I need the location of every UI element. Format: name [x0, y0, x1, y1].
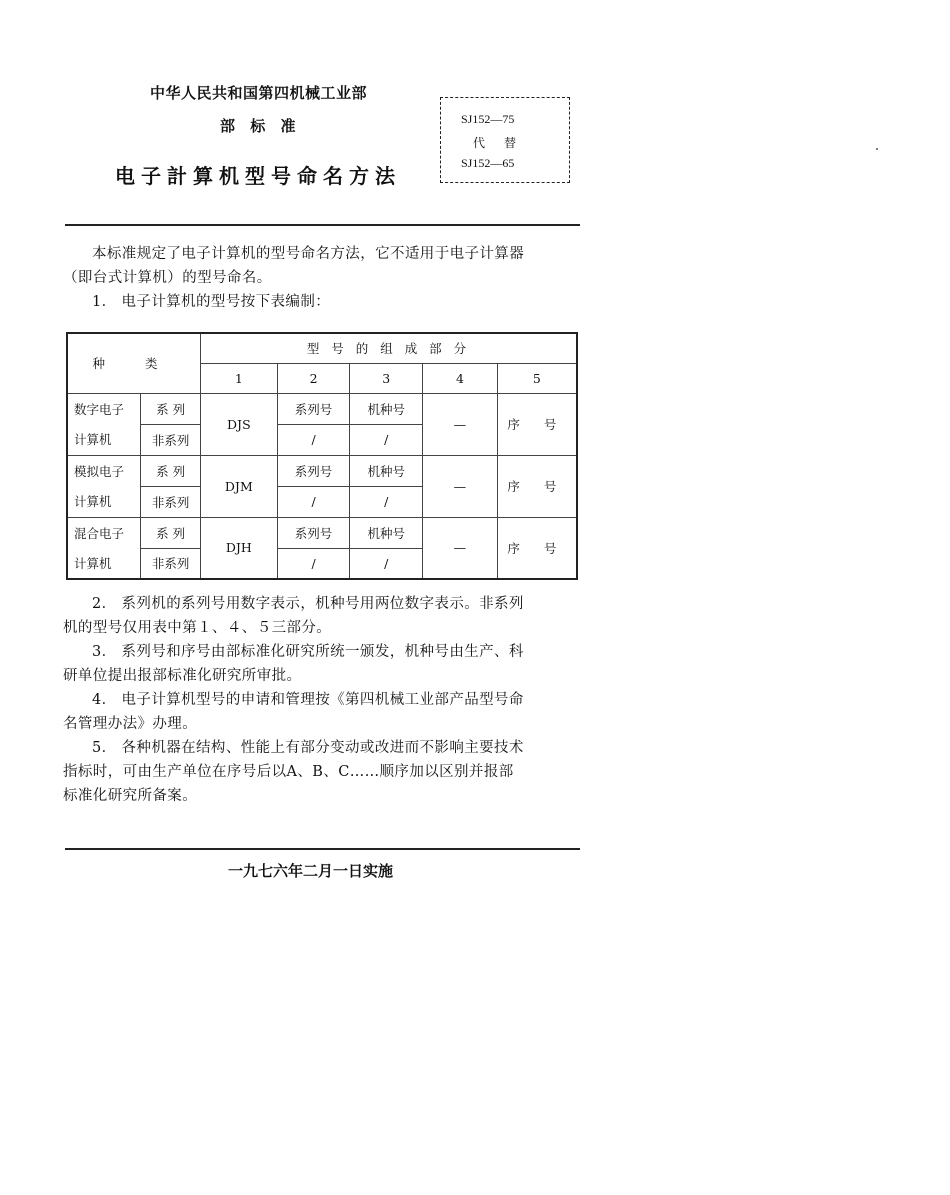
model-code-table [66, 332, 578, 580]
slash-cell: / [350, 424, 423, 455]
kind-cell: 计算机 [67, 424, 141, 455]
dash-cell: — [423, 455, 498, 517]
part-number: 1 [200, 363, 277, 393]
code-cell: DJM [200, 455, 277, 517]
kind-header: 种 类 [67, 333, 200, 393]
non-series-label: 非系列 [141, 548, 201, 579]
clause-3-cont: 研单位提出报部标准化研究所审批。 [63, 668, 302, 684]
clause-5-cont: 标准化研究所备案。 [63, 788, 198, 804]
non-series-label: 非系列 [141, 424, 201, 455]
parts-header: 型 号 的 组 成 部 分 [200, 333, 577, 363]
document-title: 电子計算机型号命名方法 [115, 164, 401, 188]
scan-speck [876, 148, 878, 150]
dash-cell: — [423, 393, 498, 455]
standard-type: 部 标 准 [220, 117, 296, 135]
clause-3: 3． 系列号和序号由部标准化研究所统一颁发，机种号由生产、科 [92, 644, 524, 660]
model-no-cell: 机种号 [350, 455, 423, 486]
slash-cell: / [350, 548, 423, 579]
clause-2: 2． 系列机的系列号用数字表示，机种号用两位数字表示。非系列 [92, 596, 524, 612]
effective-date: 一九七六年二月一日实施 [228, 862, 394, 880]
serial-cell: 序 号 [497, 455, 577, 517]
intro-line: （即台式计算机）的型号命名。 [63, 270, 272, 286]
series-label: 系 列 [141, 393, 201, 424]
clause-1: 1． 电子计算机的型号按下表编制： [92, 294, 331, 310]
slash-cell: / [277, 424, 350, 455]
clause-5: 5． 各种机器在结构、性能上有部分变动或改进而不影响主要技术 [92, 740, 524, 756]
series-label: 系 列 [141, 455, 201, 486]
slash-cell: / [350, 486, 423, 517]
model-no-cell: 机种号 [350, 517, 423, 548]
intro-section [63, 242, 583, 314]
series-label: 系 列 [141, 517, 201, 548]
part-number: 4 [423, 363, 498, 393]
clause-4: 4． 电子计算机型号的申请和管理按《第四机械工业部产品型号命 [92, 692, 524, 708]
code-cell: DJH [200, 517, 277, 579]
kind-cell: 计算机 [67, 548, 141, 579]
series-no-cell: 系列号 [277, 393, 350, 424]
code-cell: DJS [200, 393, 277, 455]
clause-4-cont: 名管理办法》办理。 [63, 716, 198, 732]
non-series-label: 非系列 [141, 486, 201, 517]
serial-cell: 序 号 [497, 517, 577, 579]
replaced-code: SJ152—65 [461, 156, 515, 170]
clauses-section [63, 592, 583, 808]
series-no-cell: 系列号 [277, 455, 350, 486]
ministry-name: 中华人民共和国第四机械工业部 [150, 84, 368, 102]
part-number: 3 [350, 363, 423, 393]
standard-code: SJ152—75 [461, 112, 515, 126]
standard-code-box [440, 97, 570, 183]
clause-2-cont: 机的型号仅用表中第１、４、５三部分。 [63, 620, 332, 636]
part-number: 2 [277, 363, 350, 393]
kind-cell: 数字电子 [67, 393, 141, 424]
intro-line: 本标准规定了电子计算机的型号命名方法，它不适用于电子计算器 [92, 246, 525, 262]
model-no-cell: 机种号 [350, 393, 423, 424]
dash-cell: — [423, 517, 498, 579]
series-no-cell: 系列号 [277, 517, 350, 548]
clause-5-cont: 指标时，可由生产单位在序号后以A、B、C……顺序加以区别并报部 [63, 764, 514, 780]
bottom-divider [65, 848, 580, 850]
part-number: 5 [497, 363, 577, 393]
kind-cell: 模拟电子 [67, 455, 141, 486]
kind-cell: 混合电子 [67, 517, 141, 548]
kind-cell: 计算机 [67, 486, 141, 517]
serial-cell: 序 号 [497, 393, 577, 455]
replaces-label: 代 替 [473, 136, 525, 150]
top-divider [65, 224, 580, 226]
slash-cell: / [277, 486, 350, 517]
slash-cell: / [277, 548, 350, 579]
